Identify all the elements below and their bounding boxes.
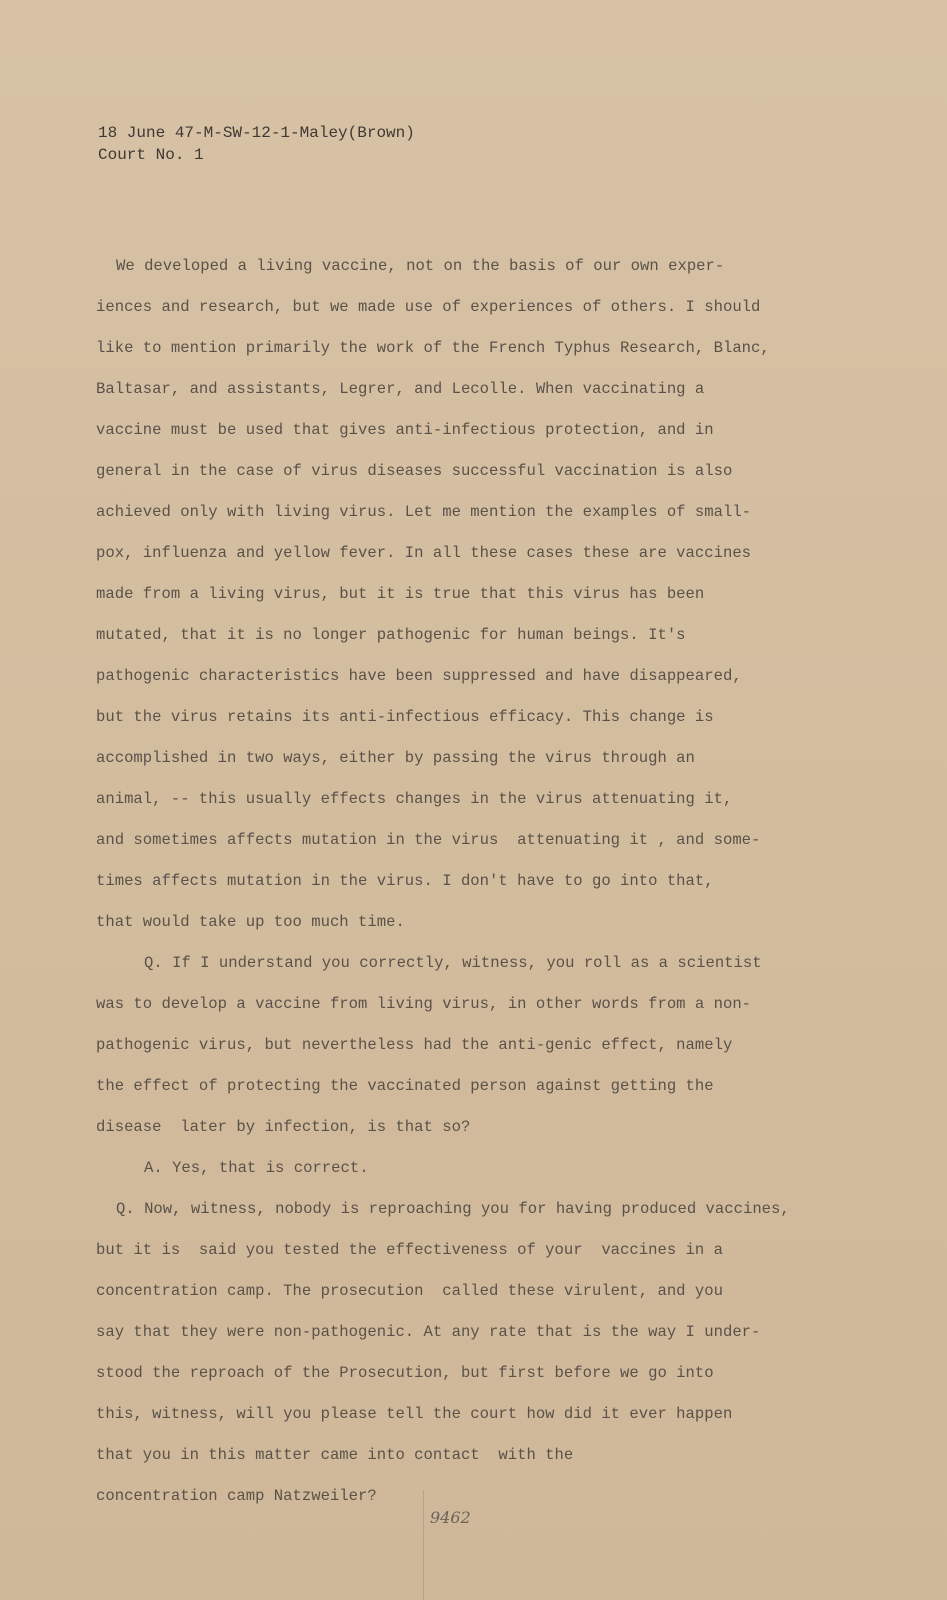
testimony-line: mutated, that it is no longer pathogenic for human beings. It's [96, 626, 686, 644]
testimony-line: animal, -- this usually effects changes in the virus attenuating it, [96, 790, 733, 808]
document-header [98, 122, 415, 166]
question-line: that you in this matter came into contact with the [96, 1446, 574, 1464]
testimony-text [96, 246, 856, 1517]
question-line: say that they were non-pathogenic. At any rate that is the way I under- [96, 1323, 761, 1341]
question-line: disease later by infection, is that so? [96, 1118, 471, 1136]
testimony-line: Baltasar, and assistants, Legrer, and Lecolle. When vaccinating a [96, 380, 705, 398]
testimony-line: like to mention primarily the work of the French Typhus Research, Blanc, [96, 339, 770, 357]
answer-line: A. Yes, that is correct. [144, 1159, 369, 1177]
testimony-line: general in the case of virus diseases successful vaccination is also [96, 462, 733, 480]
testimony-line: achieved only with living virus. Let me mention the examples of small- [96, 503, 752, 521]
question-line: pathogenic virus, but nevertheless had the anti-genic effect, namely [96, 1036, 733, 1054]
testimony-line: pox, influenza and yellow fever. In all these cases these are vaccines [96, 544, 752, 562]
header-reference: 18 June 47-M-SW-12-1-Maley(Brown) [98, 124, 415, 142]
testimony-line: vaccine must be used that gives anti-infectious protection, and in [96, 421, 714, 439]
question-line: Q. If I understand you correctly, witness, you roll as a scientist [144, 954, 762, 972]
testimony-line: times affects mutation in the virus. I don't have to go into that, [96, 872, 714, 890]
testimony-line: and sometimes affects mutation in the virus attenuating it , and some- [96, 831, 761, 849]
question-line: this, witness, will you please tell the court how did it ever happen [96, 1405, 733, 1423]
testimony-line: accomplished in two ways, either by passing the virus through an [96, 749, 695, 767]
question-line: Q. Now, witness, nobody is reproaching you for having produced vaccines, [116, 1200, 790, 1218]
testimony-line: iences and research, but we made use of experiences of others. I should [96, 298, 761, 316]
question-line: was to develop a vaccine from living virus, in other words from a non- [96, 995, 752, 1013]
question-line: stood the reproach of the Prosecution, but first before we go into [96, 1364, 714, 1382]
question-line: concentration camp Natzweiler? [96, 1487, 377, 1505]
testimony-line: but the virus retains its anti-infectious efficacy. This change is [96, 708, 714, 726]
question-line: concentration camp. The prosecution called these virulent, and you [96, 1282, 723, 1300]
testimony-line: We developed a living vaccine, not on the basis of our own exper- [116, 257, 725, 275]
page-number: 9462 [430, 1508, 471, 1527]
testimony-line: made from a living virus, but it is true that this virus has been [96, 585, 705, 603]
testimony-line: that would take up too much time. [96, 913, 405, 931]
question-line: the effect of protecting the vaccinated person against getting the [96, 1077, 714, 1095]
question-line: but it is said you tested the effectiveness of your vaccines in a [96, 1241, 723, 1259]
testimony-line: pathogenic characteristics have been suppressed and have disappeared, [96, 667, 742, 685]
court-number: Court No. 1 [98, 146, 204, 164]
